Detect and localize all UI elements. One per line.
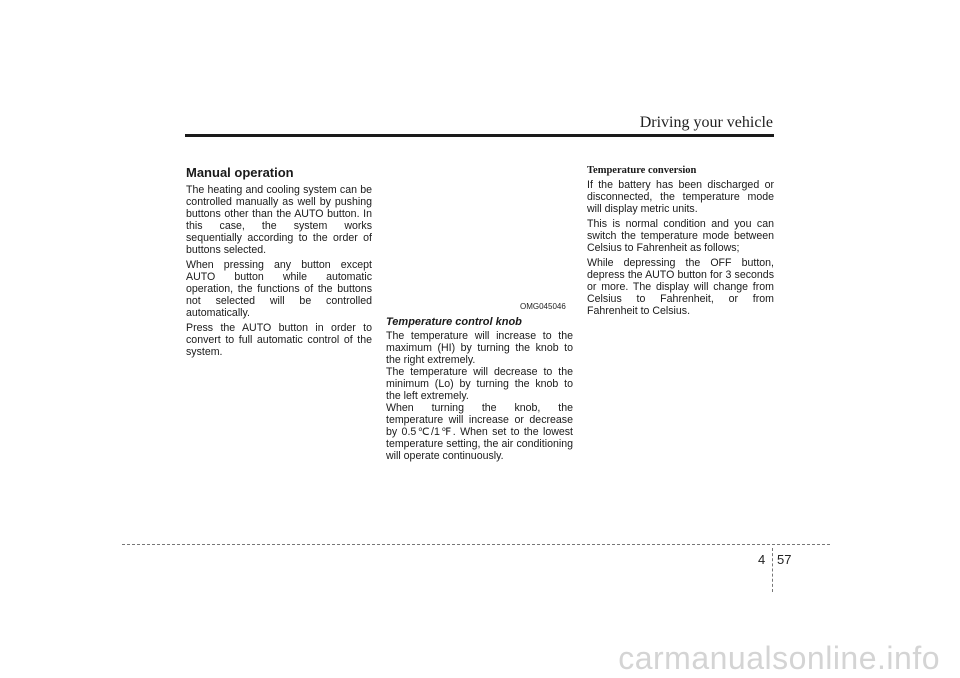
paragraph: If the battery has been discharged or disconnected, the temperature mode will display metric units. xyxy=(587,179,774,215)
section-heading: Manual operation xyxy=(186,165,294,180)
figure-code: OMG045046 xyxy=(520,302,566,311)
page-divider xyxy=(772,548,773,592)
paragraph: The temperature will decrease to the minimum (Lo) by turning the knob to the left extremely. xyxy=(386,366,573,402)
paragraph: The temperature will increase to the maximum (HI) by turning the knob to the right extremely. xyxy=(386,330,573,366)
paragraph: This is normal condition and you can switch the temperature mode between Celsius to Fahrenheit as follows; xyxy=(587,218,774,254)
paragraph: While depressing the OFF button, depress the AUTO button for 3 seconds or more. The display will change from Celsius to Fahrenheit, or from Fahrenheit to Celsius. xyxy=(587,257,774,317)
paragraph: When turning the knob, the temperature will increase or decrease by 0.5℃/1℉. When set to the lowest temperature setting, the air conditioning will operate continuously. xyxy=(386,402,573,462)
page-header-title: Driving your vehicle xyxy=(639,114,773,131)
middle-column xyxy=(386,316,573,462)
header-rule xyxy=(185,134,774,137)
left-column xyxy=(186,165,372,361)
sub-heading: Temperature control knob xyxy=(386,316,522,328)
page-number: 57 xyxy=(777,552,792,567)
paragraph: The heating and cooling system can be controlled manually as well by pushing buttons other than the AUTO button. In this case, the system works sequentially according to the order of buttons selected. xyxy=(186,184,372,256)
paragraph: Press the AUTO button in order to convert to full automatic control of the system. xyxy=(186,322,372,358)
sub-heading: Temperature conversion xyxy=(587,165,697,176)
paragraph: When pressing any button except AUTO button while automatic operation, the functions of the buttons not selected will be controlled automatically. xyxy=(186,259,372,319)
footer-rule xyxy=(122,544,830,545)
right-column xyxy=(587,165,774,320)
watermark: carmanualsonline.info xyxy=(618,640,940,676)
chapter-number: 4 xyxy=(758,552,766,567)
